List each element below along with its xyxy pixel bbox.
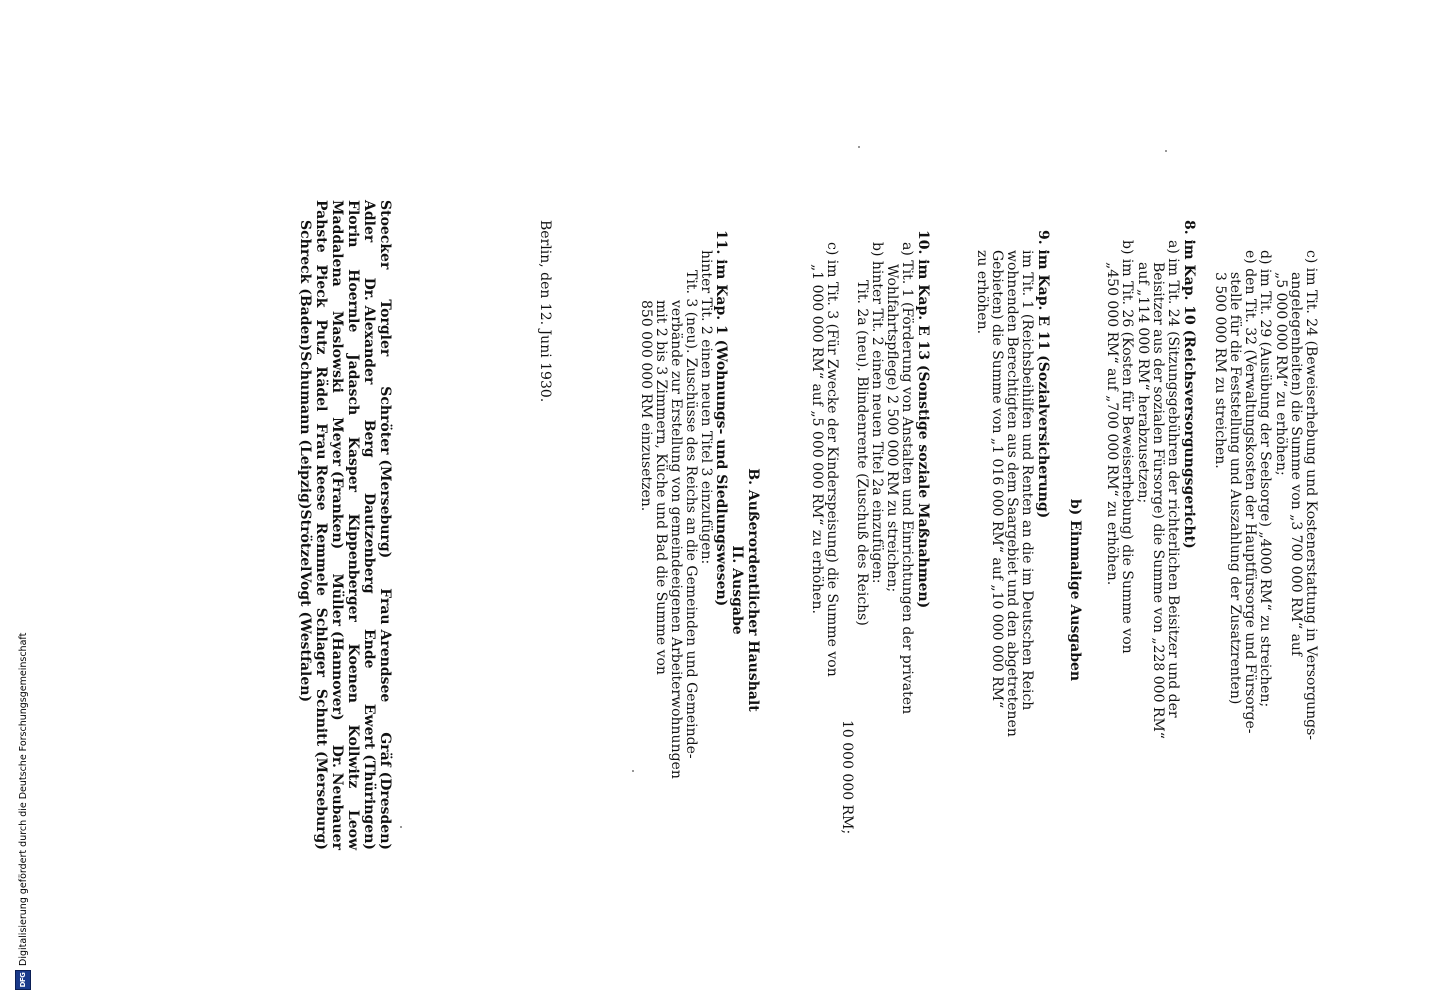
signature-name: Dr. Neubauer [329, 744, 345, 850]
signature-name: Gräf (Dresden) [377, 732, 393, 850]
line-10c-2: „1 000 000 RM“ auf „5 000 000 RM“ zu erhöhen. [809, 264, 825, 614]
signature-name: Berg [361, 419, 377, 458]
signature-row [297, 220, 313, 703]
signature-name: Hoernle [345, 269, 361, 333]
line-10b-2: Tit. 2a (neu). Blindenrente (Zuschuß des Reichs) [854, 280, 870, 626]
line-8e-3: 3 500 000 RM zu streichen. [1212, 272, 1228, 469]
signature-row [377, 200, 392, 850]
signature-name: Vogt (Westfalen) [297, 571, 313, 703]
signature-name: Strötzel [297, 509, 313, 572]
line-10c-1: c) im Tit. 3 (Für Zwecke der Kinderspeisung) die Summe von [824, 242, 840, 677]
signature-name: Kippenberger [345, 513, 361, 622]
heading-einmalige-ausgaben: b) Einmalige Ausgaben [1067, 498, 1083, 682]
heading-ausgabe: II. Ausgabe [729, 545, 745, 635]
line-8c-2: angelegenheiten) die Summe von „3 700 000 RM“ auf [1288, 272, 1304, 657]
digitization-credit [15, 633, 31, 990]
signature-name: Schlager [313, 607, 329, 678]
line-11-4: mit 2 bis 3 Zimmern, Küche und Bad die Summe von [653, 300, 669, 675]
line-8e-1: e) den Tit. 32 (Verwaltungskosten der Hauptfürsorge und Fürsorge- [1242, 250, 1258, 734]
line-8d: d) im Tit. 29 (Ausübung der Seelsorge) „4000 RM“ zu streichen; [1257, 250, 1273, 708]
line-8b-1: b) im Tit. 26 (Kosten für Beweiserhebung) die Summe von [1119, 240, 1135, 654]
signature-name: Leow [345, 809, 361, 850]
credit-text: Digitalisierung gefördert durch die Deutsche Forschungsgemeinschaft [17, 632, 29, 966]
scan-speck [400, 826, 402, 828]
signature-name: Koenen [345, 643, 361, 703]
line-10a-2: Wohlfahrtspflege) 2 500 000 RM zu streichen; [884, 264, 900, 593]
signature-name: Jadasch [345, 354, 361, 416]
line-11-2: Tit. 3 (neu). Zuschüsse des Reichs an die Gemeinden und Gemeinde- [683, 270, 699, 759]
signature-name: Frau Reese [313, 423, 329, 511]
line-8b-2: „450 000 RM“ auf „700 000 RM“ zu erhöhen. [1104, 262, 1120, 586]
heading-section-10: 10. im Kap. E 13 (Sonstige soziale Maßnahmen) [915, 230, 931, 609]
line-8c-3: „5 000 000 RM“ zu erhöhen; [1273, 272, 1289, 476]
signature-name: Schnitt (Merseburg) [313, 688, 329, 850]
signature-name: Putz [313, 319, 329, 355]
signature-name: Frau Arendsee [377, 588, 393, 703]
signature-name: Adler [361, 200, 377, 243]
signature-name: Müller (Hannover) [329, 573, 345, 721]
signature-name: Florin [345, 200, 361, 248]
signature-name: Torgler [377, 299, 393, 357]
line-9-3: Gebieten) die Summe von „1 016 000 RM“ auf „10 000 000 RM“ [989, 250, 1005, 709]
document-sheet [208, 200, 1319, 970]
signature-name: Ende [361, 629, 377, 669]
signature-name: Dr. Alexander [361, 277, 377, 385]
line-10b-3: 10 000 000 RM; [839, 720, 855, 835]
signature-name: Maslowski [329, 310, 345, 393]
line-10b-1: b) hinter Tit. 2 einen neuen Titel 2a einzufügen: [869, 242, 885, 584]
line-8e-2: stelle für die Feststellung und Auszahlung der Zusatzrenten) [1227, 272, 1243, 705]
line-8a-3: auf „114 000 RM“ herabzusetzen; [1135, 262, 1151, 504]
date-line: Berlin, den 12. Juni 1930. [537, 220, 553, 403]
signature-name: Schreck (Baden) [297, 220, 313, 352]
line-9-2: wohnenden Berechtigten aus dem Saargebiet und den abgetretenen [1004, 250, 1020, 737]
signature-name: Pahste [313, 200, 329, 253]
heading-section-8: 8. im Kap. 10 (Reichsversorgungsgericht) [1181, 220, 1197, 549]
line-9-1: im Tit. 1 (Reichsbeihilfen und Renten an die im Deutschen Reich [1019, 250, 1035, 711]
dfg-logo: DFG [15, 970, 31, 990]
line-8a-1: a) im Tit. 24 (Sitzungsgebühren der richterlichen Beisitzer und der [1165, 240, 1181, 718]
scan-speck [1165, 150, 1167, 152]
line-8c-1: c) im Tit. 24 (Beweiserhebung und Kostenerstattung in Versorgungs- [1303, 250, 1319, 741]
line-8a-2: Beisitzer aus der sozialen Fürsorge) die Summe von „228 000 RM“ [1150, 262, 1166, 739]
heading-section-11: 11. im Kap. 1 (Wohnungs- und Siedlungswesen) [713, 230, 729, 607]
signature-name: Meyer (Franken) [329, 417, 345, 550]
signature-name: Rädel [313, 366, 329, 412]
signature-name: Schumann (Leipzig) [297, 351, 313, 510]
heading-ausserordentlicher-haushalt: B. Außerordentlicher Haushalt [745, 468, 761, 712]
signature-name: Kasper [345, 436, 361, 492]
signature-name: Ewert (Thüringen) [361, 703, 377, 850]
signature-row [361, 200, 376, 850]
signature-name: Dautzenberg [361, 492, 377, 594]
scan-speck [632, 770, 634, 772]
line-10a-1: a) Tit. 1 (Förderung von Anstalten und Einrichtungen der privaten [899, 242, 915, 715]
signature-name: Schröter (Merseburg) [377, 386, 393, 559]
signature-name: Remmele [313, 522, 329, 596]
signature-name: Pieck [313, 264, 329, 308]
signature-name: Kollwitz [345, 724, 361, 789]
signature-row [313, 200, 328, 850]
signature-row [329, 200, 344, 850]
line-9-4: zu erhöhen. [974, 250, 990, 335]
signature-name: Stoecker [377, 200, 393, 270]
line-11-3: verbände zur Erstellung von gemeindeeigenen Arbeiterwohnungen [668, 300, 684, 779]
signature-name: Maddalena [329, 200, 345, 287]
heading-section-9: 9. im Kap. E 11 (Sozialversicherung) [1035, 230, 1051, 519]
scan-speck [858, 146, 860, 148]
line-11-5: 850 000 000 RM einzusetzen. [638, 300, 654, 512]
line-11-1: hinter Tit. 2 einen neuen Titel 3 einzufügen: [698, 250, 714, 565]
signature-row [345, 200, 360, 850]
